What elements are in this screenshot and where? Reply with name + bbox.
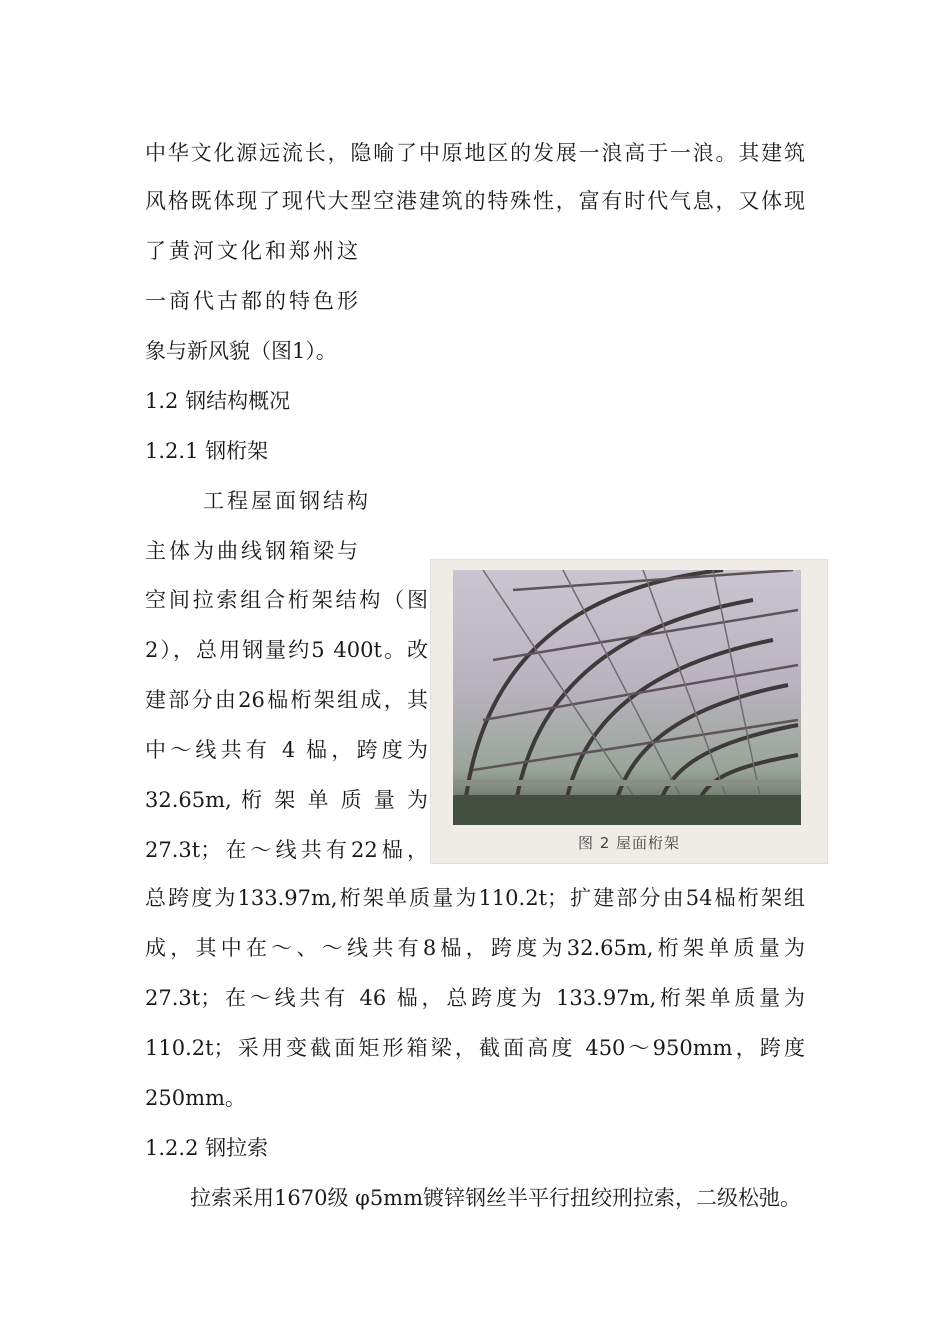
figure-caption: 图 2 屋面桁架	[577, 834, 681, 852]
paragraph-line: 一商代古都的特色形	[145, 289, 361, 313]
paragraph-line: 27.3t；在～线共有22榀，	[145, 838, 428, 862]
section-heading: 1.2 钢结构概况	[145, 389, 291, 413]
paragraph-line: 成，其中在～、～线共有8榀，跨度为32.65m,桁架单质量为	[145, 936, 805, 960]
paragraph-line: 风格既体现了现代大型空港建筑的特殊性，富有时代气息，又体现	[145, 189, 805, 213]
paragraph-line: 工程屋面钢结构	[203, 489, 371, 513]
roof-truss-photo	[453, 570, 801, 825]
paragraph-line: 32.65m, 桁 架 单 质 量 为	[145, 788, 428, 812]
paragraph-line: 空间拉索组合桁架结构（图	[145, 588, 428, 612]
subsection-heading: 1.2.1 钢桁架	[145, 439, 269, 463]
paragraph-line: 中～线共有 4 榀，跨度为	[145, 738, 428, 762]
paragraph-line: 250mm。	[145, 1086, 246, 1110]
paragraph-line: 总跨度为133.97m,桁架单质量为110.2t；扩建部分由54榀桁架组	[145, 886, 805, 910]
paragraph-line: 27.3t；在～线共有 46 榀，总跨度为 133.97m,桁架单质量为	[145, 986, 805, 1010]
paragraph-line: 象与新风貌（图1）。	[145, 339, 337, 363]
paragraph-line: 中华文化源远流长，隐喻了中原地区的发展一浪高于一浪。其建筑	[145, 141, 805, 165]
paragraph-line: 2），总用钢量约5 400t。改	[145, 638, 428, 662]
paragraph-line: 建部分由26榀桁架组成，其	[145, 688, 428, 712]
subsection-heading: 1.2.2 钢拉索	[145, 1136, 269, 1160]
paragraph-line: 拉索采用1670级 φ5mm镀锌钢丝半平行扭绞刑拉索，二级松弛。	[190, 1186, 802, 1210]
figure-roof-truss	[430, 559, 828, 864]
paragraph-line: 110.2t；采用变截面矩形箱梁，截面高度 450～950mm，跨度	[145, 1036, 805, 1060]
paragraph-line: 了黄河文化和郑州这	[145, 239, 361, 263]
paragraph-line: 主体为曲线钢箱梁与	[145, 539, 361, 563]
